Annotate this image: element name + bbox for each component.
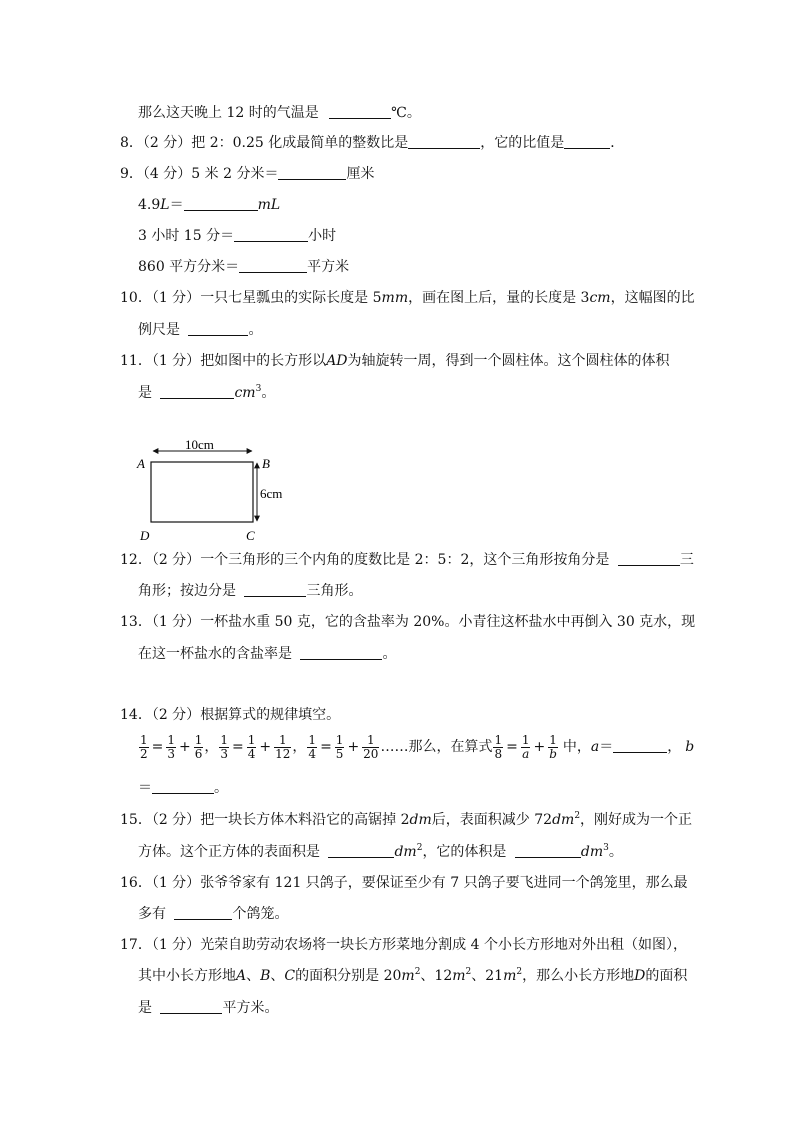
q12-angle-blank[interactable] [618,551,680,566]
q12-line-2 [138,581,362,601]
fraction: $\frac{1}{3}$ [220,732,229,761]
q15-area-exp: 2 [416,843,423,853]
q10-line-2 [138,320,262,340]
q15-unit1: dm [409,812,432,828]
question-17 [120,935,687,955]
q17-line2-text: 其中小长方形地 [138,968,236,984]
q9-line1-unit: 厘米 [346,166,375,182]
q10-text3: ，这幅图的比 [610,290,695,306]
q17-score: （1 分） [151,937,201,953]
q10-text2: ，画在图上后，量的长度是 3 [408,290,590,306]
q8-number: 8． [120,135,143,151]
q8-value-blank[interactable] [564,134,610,149]
q16-line-2 [138,904,288,924]
fraction: $\frac{1}{b}$ [549,732,557,761]
q11-text2: 为轴旋转一周，得到一个圆柱体。这个圆柱体的体积 [347,353,670,369]
q16-score: （1 分） [151,875,201,891]
q8-text2: ，它的比值是 [480,135,565,151]
q11-end: 。 [261,385,276,401]
question-16 [120,873,688,893]
q9-blank-3[interactable] [234,227,308,242]
q14-eq: ＝ [599,739,614,755]
vertex-c-label: C [246,528,255,543]
q15-area-blank[interactable] [328,843,394,858]
fraction: $\frac{1}{20}$ [363,732,379,761]
q15-unit2: dm [552,812,575,828]
q12-text1: 一个三角形的三个内角的度数比是 2：5：2，这个三角形按角分是 [200,552,610,568]
q17-line3-end: 平方米。 [222,1000,279,1016]
q11-line2-text: 是 [138,385,152,401]
q11-axis: AD [326,353,348,369]
q12-number: 12． [120,552,152,568]
q17-var-c: C [284,968,296,984]
q14-a-blank[interactable] [613,738,667,753]
q17-line2-text3: ，那么小长方形地 [522,968,635,984]
q9-line4-text: 860 平方分米＝ [138,259,240,275]
q15-exp2: 2 [574,811,581,821]
q16-text1: 张爷爷家有 121 只鸽子，要保证至少有 7 只鸽子要飞进同一个鸽笼里，那么最 [200,875,688,891]
vertex-b-label: B [262,456,270,471]
q9-line-4 [138,257,349,277]
q10-scale-blank[interactable] [188,321,248,336]
q14-var-b: b [685,739,695,755]
q11-line-2 [138,383,275,403]
q14-b-blank[interactable] [152,779,214,794]
q8-score: （2 分） [142,135,192,151]
q14-dots-text: ……那么，在算式 [380,739,493,755]
fraction: $\frac{1}{4}$ [308,732,317,761]
q15-volume-exp: 3 [603,843,609,853]
q9-line1-text: 5 米 2 分米＝ [191,166,279,182]
q12-line2-text: 角形；按边分是 [138,583,236,599]
q9-line-3 [138,226,336,246]
q13-score: （1 分） [151,614,201,630]
q7-unit: ℃。 [391,105,421,121]
q10-number: 10． [120,290,152,306]
q9-line2-unit: mL [257,197,281,213]
q9-line2-eq: ＝ [169,197,184,213]
width-label: 10cm [185,438,214,452]
q11-text1: 把如图中的长方形以 [200,353,327,369]
q10-text1: 一只七星瓢虫的实际长度是 5 [200,290,382,306]
q10-unit2: cm [589,290,611,306]
q17-line-2: 其中小长方形地A、B、C的面积分别是 $20m^2$、$12m^2$、$21m^2$，那么小长方形地D的面积 [138,967,688,984]
vertex-d-label: D [140,528,150,543]
question-8 [120,133,624,153]
q9-blank-1[interactable] [278,165,346,180]
q10-end: 。 [248,322,263,338]
q17-text1: 光荣自助劳动农场将一块长方形菜地分割成 4 个小长方形地对外出租（如图）， [200,937,687,953]
q15-line2-text: 方体。这个正方体的表面积是 [138,844,320,860]
fraction: $\frac{1}{3}$ [167,732,176,761]
q15-area-unit: dm [394,844,417,860]
q12-score: （2 分） [151,552,201,568]
q17-var-a: A [236,968,247,984]
q17-var-b: B [260,968,271,984]
q14-line-3 [138,778,228,798]
q13-rate-blank[interactable] [300,645,382,660]
q14-formula-line: $\frac{1}{2}$ = $\frac{1}{3}$ + $\frac{1}{6}$ ， $\frac{1}{3}$ = $\frac{1}{4}$ + $\frac{1}{12}$ ， $\frac{1}{4}$ = $\frac{1}{5}$ + $\frac{1}{20}$ ……那么，在算式 $\frac{1}{8}$ = $\frac{1}{a}$ + $\frac{1}{b}$ 中，a＝ ， b [140,732,695,761]
q9-line3-text: 3 小时 15 分＝ [138,228,235,244]
q13-line2-text: 在这一杯盐水的含盐率是 [138,646,292,662]
q17-line2-text4: 的面积 [645,968,688,984]
fraction: $\frac{1}{6}$ [194,732,203,761]
fraction: $\frac{1}{8}$ [494,732,503,761]
q15-text1: 把一块长方体木料沿它的高锯掉 2 [200,812,410,828]
q9-line2-var: L [160,197,170,213]
question-10 [120,288,695,308]
q15-text2: 后，表面积减少 72 [431,812,553,828]
question-13 [120,612,695,632]
q14-text1: 根据算式的规律填空。 [200,707,341,723]
q10-unit1: mm [381,290,409,306]
q8-end: ． [610,135,625,151]
q14-score: （2 分） [151,707,201,723]
q15-volume-unit: dm [580,844,604,860]
q15-score: （2 分） [151,812,201,828]
q9-line4-unit: 平方米 [307,259,350,275]
q17-var-d: D [634,968,646,984]
q11-number: 11． [120,353,152,369]
question-12 [120,550,694,570]
fraction: $\frac{1}{a}$ [521,732,530,761]
rectangle-abcd [151,462,253,522]
q7-text: 那么这天晚上 12 时的气温是 [138,105,319,121]
fraction: $\frac{1}{12}$ [275,732,291,761]
q14-line3-eq: ＝ [138,780,152,796]
q15-line2-text2: ，它的体积是 [422,844,507,860]
q16-line2-text: 多有 [138,906,166,922]
q14-mid-text: 中， [562,739,591,755]
height-label: 6cm [260,486,283,501]
q17-area-blank[interactable] [160,999,222,1014]
q7-continuation [138,103,421,123]
q12-line2-end: 三角形。 [306,583,363,599]
q11-score: （1 分） [151,353,201,369]
q15-end: 。 [608,844,623,860]
q17-number: 17． [120,937,152,953]
question-11 [120,351,670,371]
fraction: $\frac{1}{4}$ [247,732,256,761]
q17-line3-text: 是 [138,1000,152,1016]
q16-number: 16． [120,875,152,891]
question-15 [120,810,692,830]
q7-answer-blank[interactable] [329,104,391,119]
q12-text1-end: 三 [679,552,694,568]
q14-end: 。 [214,780,228,796]
q17-line2-text2: 的面积分别是 20 [295,968,402,984]
q9-line-2 [138,195,280,215]
q9-score: （4 分） [142,166,192,182]
q9-line2-text: 4.9 [138,197,161,213]
q16-cage-blank[interactable] [174,905,232,920]
q17-line-3 [138,998,278,1018]
q13-text1: 一杯盐水重 50 克，它的含盐率为 20%。小青往这杯盐水中再倒入 30 克水，现 [200,614,696,630]
q11-volume-blank[interactable] [160,384,234,399]
q15-volume-blank[interactable] [515,843,581,858]
q9-number: 9． [120,166,143,182]
q8-ratio-blank[interactable] [408,134,480,149]
q16-line2-end: 个鸽笼。 [232,906,289,922]
q11-exponent: 3 [255,384,262,394]
q9-blank-4[interactable] [239,258,307,273]
q14-comma: ， [667,739,682,755]
q15-number: 15． [120,812,152,828]
fraction: $\frac{1}{2}$ [140,732,148,761]
q9-blank-2[interactable] [184,196,258,211]
q8-text1: 把 2：0.25 化成最简单的整数比是 [191,135,409,151]
vertex-a-label: A [137,456,145,471]
q11-unit: cm [234,385,256,401]
q10-line2-text: 例尺是 [138,322,180,338]
fraction: $\frac{1}{5}$ [335,732,344,761]
question-9 [120,164,374,184]
q15-line-2 [138,842,623,862]
rectangle-figure [130,438,300,546]
q14-var-a: a [590,739,600,755]
q9-line3-unit: 小时 [308,228,337,244]
q13-number: 13． [120,614,152,630]
q14-number: 14． [120,707,152,723]
q15-text3: ，刚好成为一个正 [580,812,693,828]
q10-score: （1 分） [151,290,201,306]
q12-side-blank[interactable] [244,582,306,597]
q13-line-2 [138,644,396,664]
question-14 [120,705,340,725]
q13-end: 。 [382,646,397,662]
